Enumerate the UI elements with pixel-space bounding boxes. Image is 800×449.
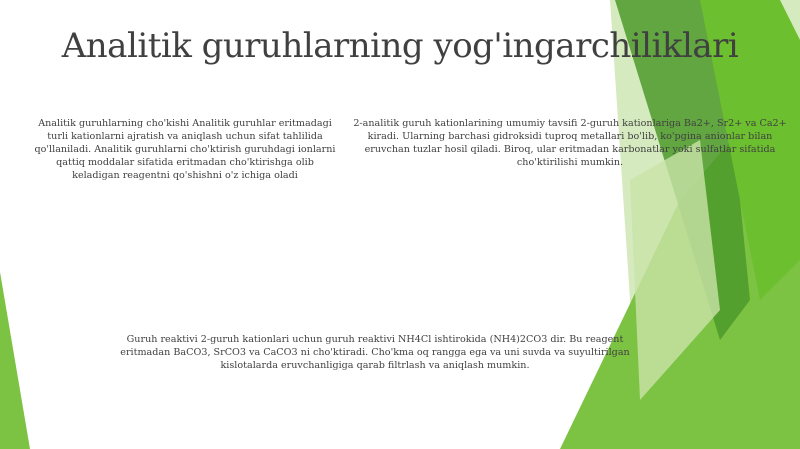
slide-title: Analitik guruhlarning yog'ingarchiliklari: [61, 26, 739, 66]
left-accent-shape: [0, 272, 30, 449]
paragraph-right: 2-analitik guruh kationlarining umumiy tavsifi 2-guruh kationlariga Ba2+, Sr2+ va Ca2+ kiradi. Ularning barchasi gidroksidi tuproq metallari bo'lib, ko'pgina anionlar bilan eruvchan tuzlar hosil qiladi. Biroq, ular eritmadan karbonatlar yoki sulfatlar sifatida cho'ktirilishi mumkin.: [353, 118, 787, 168]
paragraph-left: Analitik guruhlarning cho'kishi Analitik guruhlar eritmadagi turli kationlarni ajratish va aniqlash uchun sifat tahlilida qo'llaniladi. Analitik guruhlarni cho'ktirish guruhdagi ionlarni qattiq moddalar sifatida eritmadan cho'ktirishga olib keladigan reagentni qo'shishni o'z ichiga oladi: [34, 118, 336, 181]
paragraph-bottom: Guruh reaktivi 2-guruh kationlari uchun guruh reaktivi NH4Cl ishtirokida (NH4)2CO3 dir. Bu reagent eritmadan BaCO3, SrCO3 va CaCO3 ni cho'ktiradi. Cho'kma oq rangga ega va uni suvda va suyultirilgan kislotalarda eruvchanligiga qarab filtrlash va aniqlash mumkin.: [120, 334, 630, 371]
